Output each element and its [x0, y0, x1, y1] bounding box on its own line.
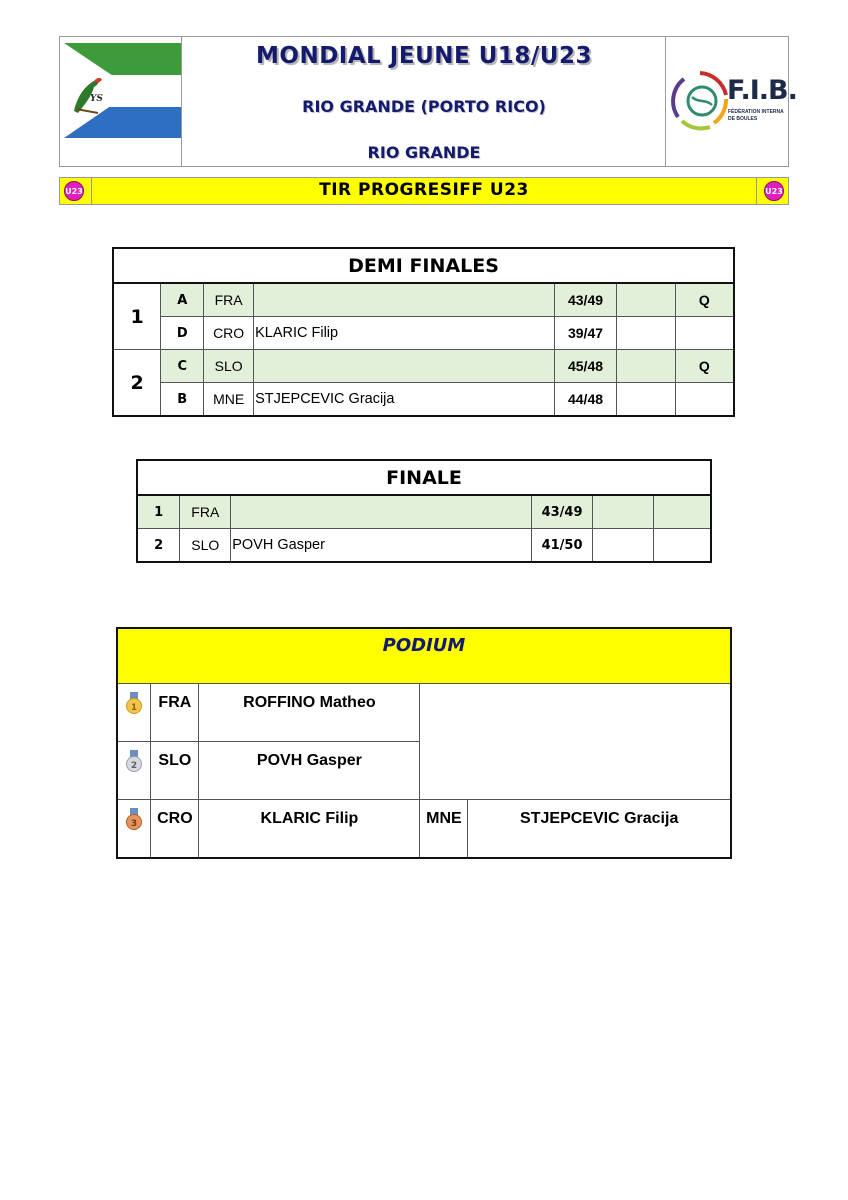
- player-nation: FRA: [204, 283, 254, 317]
- player-score: 43/49: [532, 495, 593, 529]
- equatorial-guinea-flag-icon: [64, 43, 181, 138]
- extra-cell: [653, 495, 711, 529]
- player-name: POVH Gasper: [199, 742, 420, 800]
- event-title: TIR PROGRESIFF U23: [319, 180, 529, 200]
- player-score: 44/48: [555, 383, 617, 417]
- player-score: 41/50: [532, 529, 593, 563]
- table-row: [113, 317, 734, 350]
- qualified-mark: [675, 317, 734, 350]
- table-row: [137, 529, 711, 563]
- u23-badge-right-icon: U23: [764, 181, 784, 201]
- player-score: 43/49: [555, 283, 617, 317]
- fib-logo-icon: [670, 69, 730, 133]
- player-name: POVH Gasper: [231, 529, 532, 563]
- svg-text:1: 1: [131, 703, 138, 713]
- player-nation: CRO: [204, 317, 254, 350]
- page-title: MONDIAL JEUNE U18/U23: [256, 43, 592, 69]
- player-nation: SLO: [180, 529, 231, 563]
- player-nation: SLO: [204, 350, 254, 383]
- table-row: [113, 350, 734, 383]
- player-position: D: [161, 317, 204, 350]
- silver-medal-icon: [117, 742, 151, 800]
- extra-cell: [592, 495, 653, 529]
- fib-logo-text: F.I.B.: [727, 75, 797, 106]
- player-name: KLARIC Filip: [254, 317, 555, 350]
- player-score: 45/48: [555, 350, 617, 383]
- player-name: ROFFINO Matheo: [199, 684, 420, 742]
- player-position: C: [161, 350, 204, 383]
- podium-row-bronze: [117, 800, 731, 859]
- venue-city: RIO GRANDE: [367, 143, 481, 162]
- svg-text:3: 3: [131, 819, 138, 829]
- semi-finals-title: DEMI FINALES: [113, 248, 734, 283]
- u23-badge-left-icon: U23: [64, 181, 84, 201]
- player-position: A: [161, 283, 204, 317]
- extra-cell: [592, 529, 653, 563]
- player-nation: CRO: [151, 800, 199, 859]
- table-row: [113, 283, 734, 317]
- extra-cell: [616, 383, 675, 417]
- player-name: [254, 350, 555, 383]
- fib-logo-subtext-2: DE BOULES: [728, 116, 758, 122]
- match-number: 2: [113, 350, 161, 417]
- podium-table: [116, 627, 732, 859]
- svg-text:YS: YS: [90, 94, 103, 104]
- svg-text:2: 2: [131, 761, 138, 771]
- qualified-mark: [675, 383, 734, 417]
- divider: [756, 178, 757, 204]
- player-name: [254, 283, 555, 317]
- document-header: [59, 36, 797, 167]
- player-nation: MNE: [420, 800, 468, 859]
- flag-cell: [60, 37, 182, 166]
- event-bar: [59, 177, 789, 205]
- player-nation: MNE: [204, 383, 254, 417]
- player-name: STJEPCEVIC Gracija: [468, 800, 731, 859]
- podium-title: PODIUM: [117, 628, 731, 684]
- fib-logo-subtext-1: FÉDÉRATION INTERNA: [728, 109, 784, 115]
- extra-cell: [653, 529, 711, 563]
- player-nation: SLO: [151, 742, 199, 800]
- qualified-mark: Q: [675, 350, 734, 383]
- logo-cell: [665, 37, 797, 166]
- extra-cell: [616, 283, 675, 317]
- player-name: [231, 495, 532, 529]
- final-rank: 2: [137, 529, 180, 563]
- player-name: KLARIC Filip: [199, 800, 420, 859]
- table-row: [113, 383, 734, 417]
- player-nation: FRA: [151, 684, 199, 742]
- player-score: 39/47: [555, 317, 617, 350]
- extra-cell: [616, 317, 675, 350]
- table-row: [137, 495, 711, 529]
- final-table: [136, 459, 712, 563]
- semi-finals-table: [112, 247, 735, 417]
- player-name: STJEPCEVIC Gracija: [254, 383, 555, 417]
- qualified-mark: Q: [675, 283, 734, 317]
- player-nation: FRA: [180, 495, 231, 529]
- bronze-medal-icon: [117, 800, 151, 859]
- gold-medal-icon: [117, 684, 151, 742]
- extra-cell: [616, 350, 675, 383]
- final-title: FINALE: [137, 460, 711, 495]
- match-number: 1: [113, 283, 161, 350]
- final-rank: 1: [137, 495, 180, 529]
- podium-row-gold: [117, 684, 731, 742]
- player-position: B: [161, 383, 204, 417]
- venue-subtitle: RIO GRANDE (PORTO RICO): [302, 97, 546, 116]
- empty-cell: [420, 684, 731, 800]
